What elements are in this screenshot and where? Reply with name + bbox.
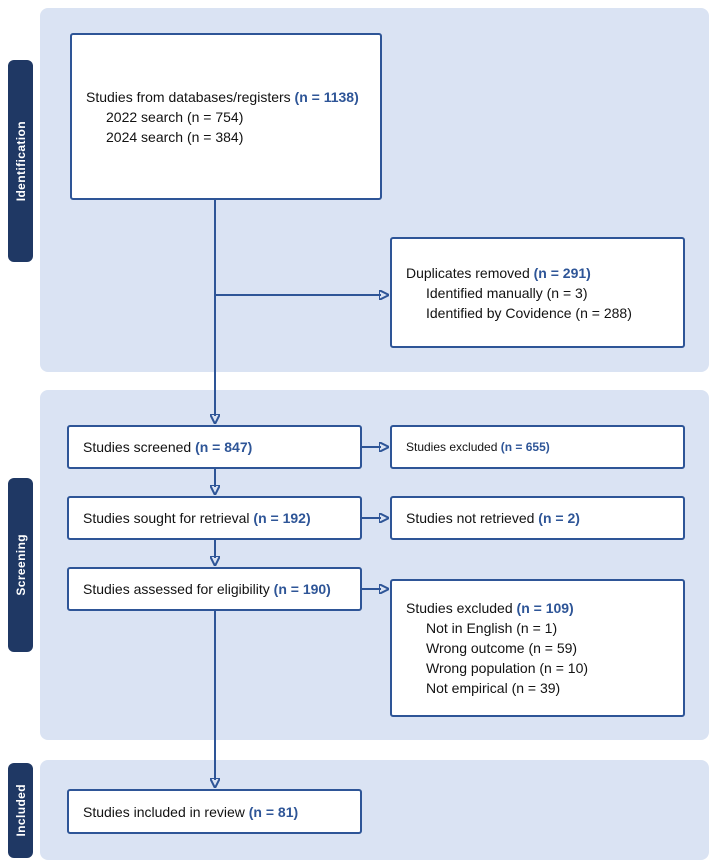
box-studies-included-in-review	[67, 789, 362, 834]
box-studies-not-retrieved	[390, 496, 685, 540]
stage-label-text: Screening	[13, 534, 28, 596]
box-subline: Identified by Covidence (n = 288)	[426, 304, 632, 321]
box-title: Studies assessed for eligibility	[83, 581, 270, 597]
box-count: (n = 655)	[500, 440, 550, 454]
box-title-line	[406, 598, 675, 618]
box-title-line	[86, 87, 372, 107]
box-title: Studies from databases/registers	[86, 88, 291, 105]
box-subline: Wrong outcome (n = 59)	[426, 640, 578, 656]
box-count: (n = 109)	[516, 600, 574, 616]
box-count: (n = 847)	[195, 439, 253, 455]
box-title: Studies included in review	[83, 803, 245, 820]
box-subline: Not in English (n = 1)	[426, 620, 558, 636]
stage-label-screening	[8, 478, 33, 652]
box-title-line	[406, 508, 675, 528]
box-duplicates-removed	[390, 237, 685, 348]
stage-label-identification	[8, 60, 33, 262]
box-count: (n = 2)	[538, 510, 580, 526]
box-count: (n = 190)	[273, 581, 331, 597]
box-title-line	[406, 263, 675, 283]
box-title: Studies screened	[83, 439, 192, 455]
box-subline: 2022 search (n = 754)	[106, 108, 244, 125]
box-subline: Wrong population (n = 10)	[426, 660, 589, 676]
box-title-line	[83, 579, 352, 599]
box-title-line	[83, 802, 352, 822]
box-title-line	[83, 437, 352, 457]
box-studies-from-databases	[70, 33, 382, 200]
box-title-line	[83, 508, 352, 528]
box-title: Duplicates removed	[406, 264, 530, 281]
box-subline: Not empirical (n = 39)	[426, 680, 561, 696]
box-title: Studies sought for retrieval	[83, 510, 250, 526]
box-count: (n = 81)	[248, 803, 299, 820]
box-subline: Identified manually (n = 3)	[426, 284, 588, 301]
box-title: Studies excluded	[406, 600, 513, 616]
box-studies-screened	[67, 425, 362, 469]
stage-label-text: Identification	[13, 120, 28, 202]
box-studies-excluded-eligibility	[390, 579, 685, 717]
box-title-line	[406, 437, 675, 457]
box-subline: 2024 search (n = 384)	[106, 128, 244, 145]
box-studies-excluded-screening	[390, 425, 685, 469]
box-title: Studies not retrieved	[406, 510, 535, 526]
box-count: (n = 192)	[253, 510, 311, 526]
box-count: (n = 1138)	[294, 88, 359, 105]
box-title: Studies excluded	[406, 440, 498, 454]
box-studies-assessed-for-eligibility	[67, 567, 362, 611]
stage-label-text: Included	[13, 784, 28, 837]
box-studies-sought-for-retrieval	[67, 496, 362, 540]
stage-label-included	[8, 763, 33, 858]
box-count: (n = 291)	[533, 264, 591, 281]
